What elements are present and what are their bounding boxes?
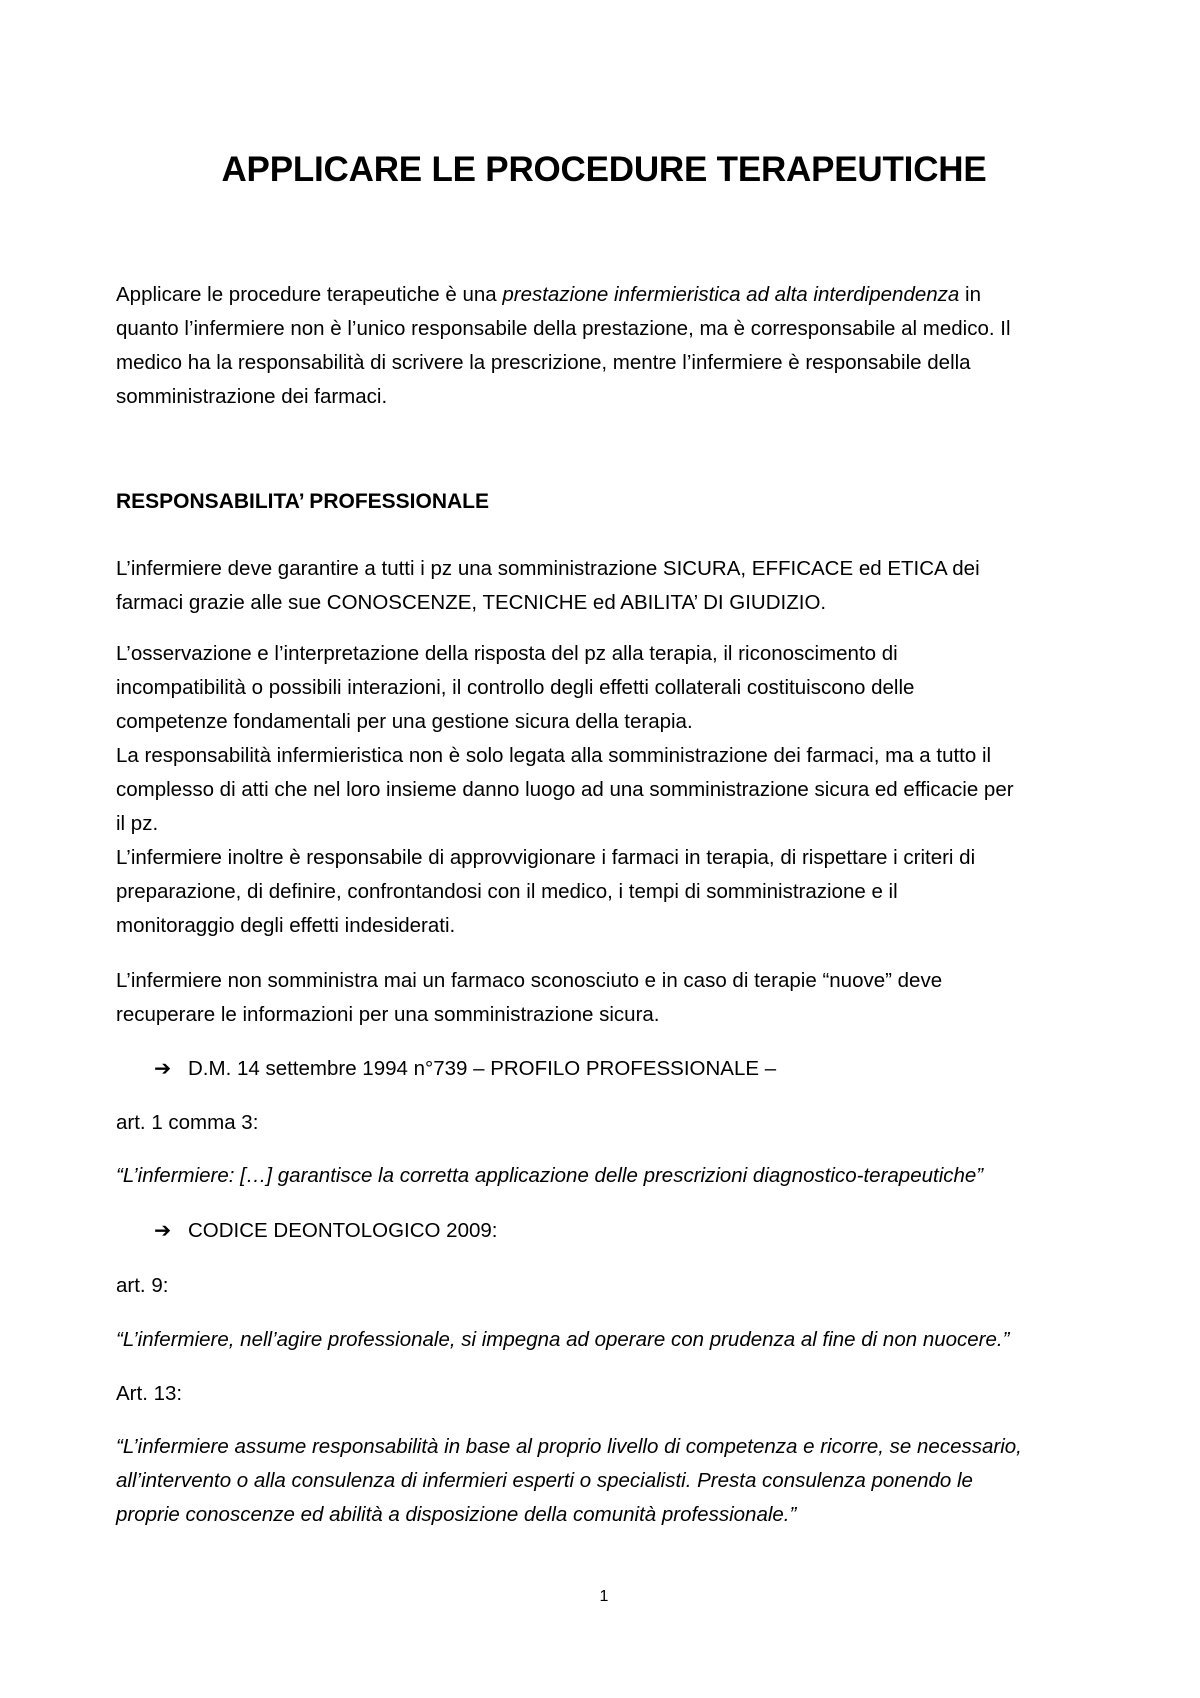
paragraph-2	[116, 637, 1092, 943]
paragraph-2-line: competenze fondamentali per una gestione sicura della terapia.	[116, 710, 693, 733]
section-heading: RESPONSABILITA’ PROFESSIONALE	[116, 490, 489, 513]
dm-article-quote: “L’infermiere: […] garantisce la corretta applicazione delle prescrizioni diagnostico-terapeutiche”	[116, 1164, 984, 1187]
art13-quote-line: all’intervento o alla consulenza di infermieri esperti o specialisti. Presta consulenza ponendo le	[116, 1469, 973, 1492]
dm-article-label: art. 1 comma 3:	[116, 1111, 259, 1134]
paragraph-2-line: monitoraggio degli effetti indesiderati.	[116, 914, 456, 937]
arrow-right-icon: ➔	[154, 1057, 172, 1080]
paragraph-3	[116, 964, 1092, 1032]
reference-dm-heading: D.M. 14 settembre 1994 n°739 – PROFILO PROFESSIONALE –	[188, 1057, 777, 1080]
intro-line-3: medico ha la responsabilità di scrivere la prescrizione, mentre l’infermiere è responsabile della	[116, 351, 971, 374]
intro-paragraph	[116, 278, 1092, 414]
paragraph-2-line: complesso di atti che nel loro insieme danno luogo ad una somministrazione sicura ed efficacie per	[116, 778, 1014, 801]
art13-quote-line: proprie conoscenze ed abilità a disposizione della comunità professionale.”	[116, 1503, 797, 1526]
paragraph-2-line: preparazione, di definire, confrontandosi con il medico, i tempi di somministrazione e il	[116, 880, 898, 903]
paragraph-2-line: il pz.	[116, 812, 159, 835]
art13-quote-line: “L’infermiere assume responsabilità in base al proprio livello di competenza e ricorre, se necessario,	[116, 1435, 1022, 1458]
page-number: 1	[599, 1588, 609, 1605]
intro-text-end: in	[959, 283, 981, 306]
document-page	[116, 0, 1092, 1698]
intro-emphasis: prestazione infermieristica ad alta interdipendenza	[502, 283, 960, 306]
paragraph-2-line: L’osservazione e l’interpretazione della risposta del pz alla terapia, il riconoscimento di	[116, 642, 898, 665]
intro-text-start: Applicare le procedure terapeutiche è una	[116, 283, 503, 306]
reference-codice	[154, 1218, 497, 1243]
intro-line-4: somministrazione dei farmaci.	[116, 385, 388, 408]
art9-quote: “L’infermiere, nell’agire professionale, si impegna ad operare con prudenza al fine di non nuocere.”	[116, 1328, 1010, 1351]
paragraph-2-line: incompatibilità o possibili interazioni, il controllo degli effetti collaterali costituiscono delle	[116, 676, 915, 699]
paragraph-3-line: L’infermiere non somministra mai un farmaco sconosciuto e in caso di terapie “nuove” deve	[116, 969, 943, 992]
document-title: APPLICARE LE PROCEDURE TERAPEUTICHE	[221, 150, 987, 189]
reference-dm	[154, 1056, 776, 1081]
art13-quote	[116, 1430, 1092, 1532]
intro-line-2: quanto l’infermiere non è l’unico responsabile della prestazione, ma è corresponsabile al medico. Il	[116, 317, 1011, 340]
paragraph-3-line: recuperare le informazioni per una somministrazione sicura.	[116, 1003, 660, 1026]
arrow-right-icon: ➔	[154, 1219, 172, 1242]
art9-label: art. 9:	[116, 1274, 169, 1297]
paragraph-2-line: L’infermiere inoltre è responsabile di approvvigionare i farmaci in terapia, di rispettare i criteri di	[116, 846, 976, 869]
paragraph-1-line: farmaci grazie alle sue CONOSCENZE, TECNICHE ed ABILITA’ DI GIUDIZIO.	[116, 591, 827, 614]
paragraph-2-line: La responsabilità infermieristica non è solo legata alla somministrazione dei farmaci, ma a tutto il	[116, 744, 992, 767]
paragraph-1	[116, 552, 1092, 620]
intro-line-1	[116, 278, 1092, 312]
reference-codice-heading: CODICE DEONTOLOGICO 2009:	[188, 1219, 498, 1242]
paragraph-1-line: L’infermiere deve garantire a tutti i pz una somministrazione SICURA, EFFICACE ed ETICA dei	[116, 557, 980, 580]
art13-label: Art. 13:	[116, 1382, 183, 1405]
